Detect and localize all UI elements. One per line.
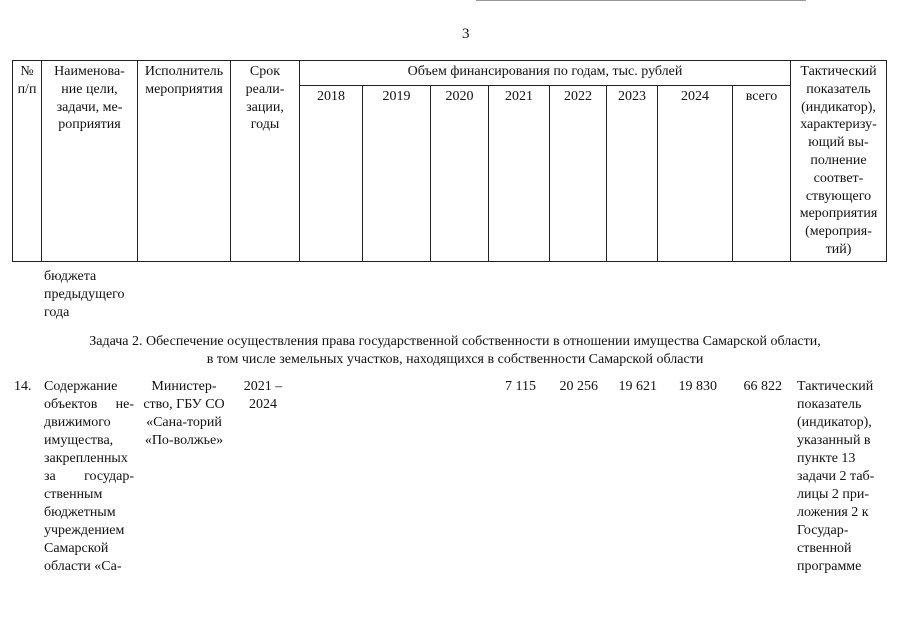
row-value-2024: 19 830 <box>678 379 717 394</box>
header-col-indicator: Тактический показатель (индикатор), характеризу-ющий вы-полнение соответ-ствующего мероприятия (мероприя-тий) <box>791 61 887 262</box>
header-year-2019: 2019 <box>363 86 431 262</box>
header-year-2023: 2023 <box>607 86 658 262</box>
header-year-2018: 2018 <box>300 86 363 262</box>
header-total: всего <box>733 86 791 262</box>
header-col-executor: Исполнитель мероприятия <box>138 61 231 262</box>
row-value-2021: 7 115 <box>505 379 536 394</box>
row-executor: Министер-ство, ГБУ СО «Сана-торий «По-волжье» <box>143 379 225 448</box>
row-value-2022: 20 256 <box>559 379 598 394</box>
row-number: 14. <box>14 379 32 394</box>
header-table <box>12 60 887 262</box>
row-indicator: Тактический показатель (индикатор), указанный в пункте 13 задачи 2 таб-лицы 2 при-ложения 2 к Государ-ственной программе <box>797 379 875 574</box>
top-rule <box>476 0 806 1</box>
header-col-number: № п/п <box>13 61 42 262</box>
row-term: 2021 – 2024 <box>243 379 283 412</box>
header-col-term: Срок реали-зации, годы <box>231 61 300 262</box>
header-year-2020: 2020 <box>431 86 489 262</box>
header-col-financing: Объем финансирования по годам, тыс. рублей <box>300 61 791 86</box>
row-value-2023: 19 621 <box>618 379 657 394</box>
task-title-line2: в том числе земельных участков, находящихся в собственности Самарской области <box>206 352 704 367</box>
row-total: 66 822 <box>743 379 782 394</box>
header-year-2024: 2024 <box>658 86 733 262</box>
continuation-text: бюджета предыдущего года <box>44 269 125 320</box>
row-name: Содержание объектов не-движимого имущества, закрепленных за государ-ственным бюджетным учреждением Самарской области «Са- <box>44 379 134 574</box>
header-col-name: Наименова-ние цели, задачи, ме-роприятия <box>42 61 138 262</box>
task-title-line1: Задача 2. Обеспечение осуществления права государственной собственности в отношении имущества Самарской области, <box>89 334 821 349</box>
header-year-2021: 2021 <box>489 86 550 262</box>
header-year-2022: 2022 <box>550 86 607 262</box>
page-number: 3 <box>462 26 470 42</box>
